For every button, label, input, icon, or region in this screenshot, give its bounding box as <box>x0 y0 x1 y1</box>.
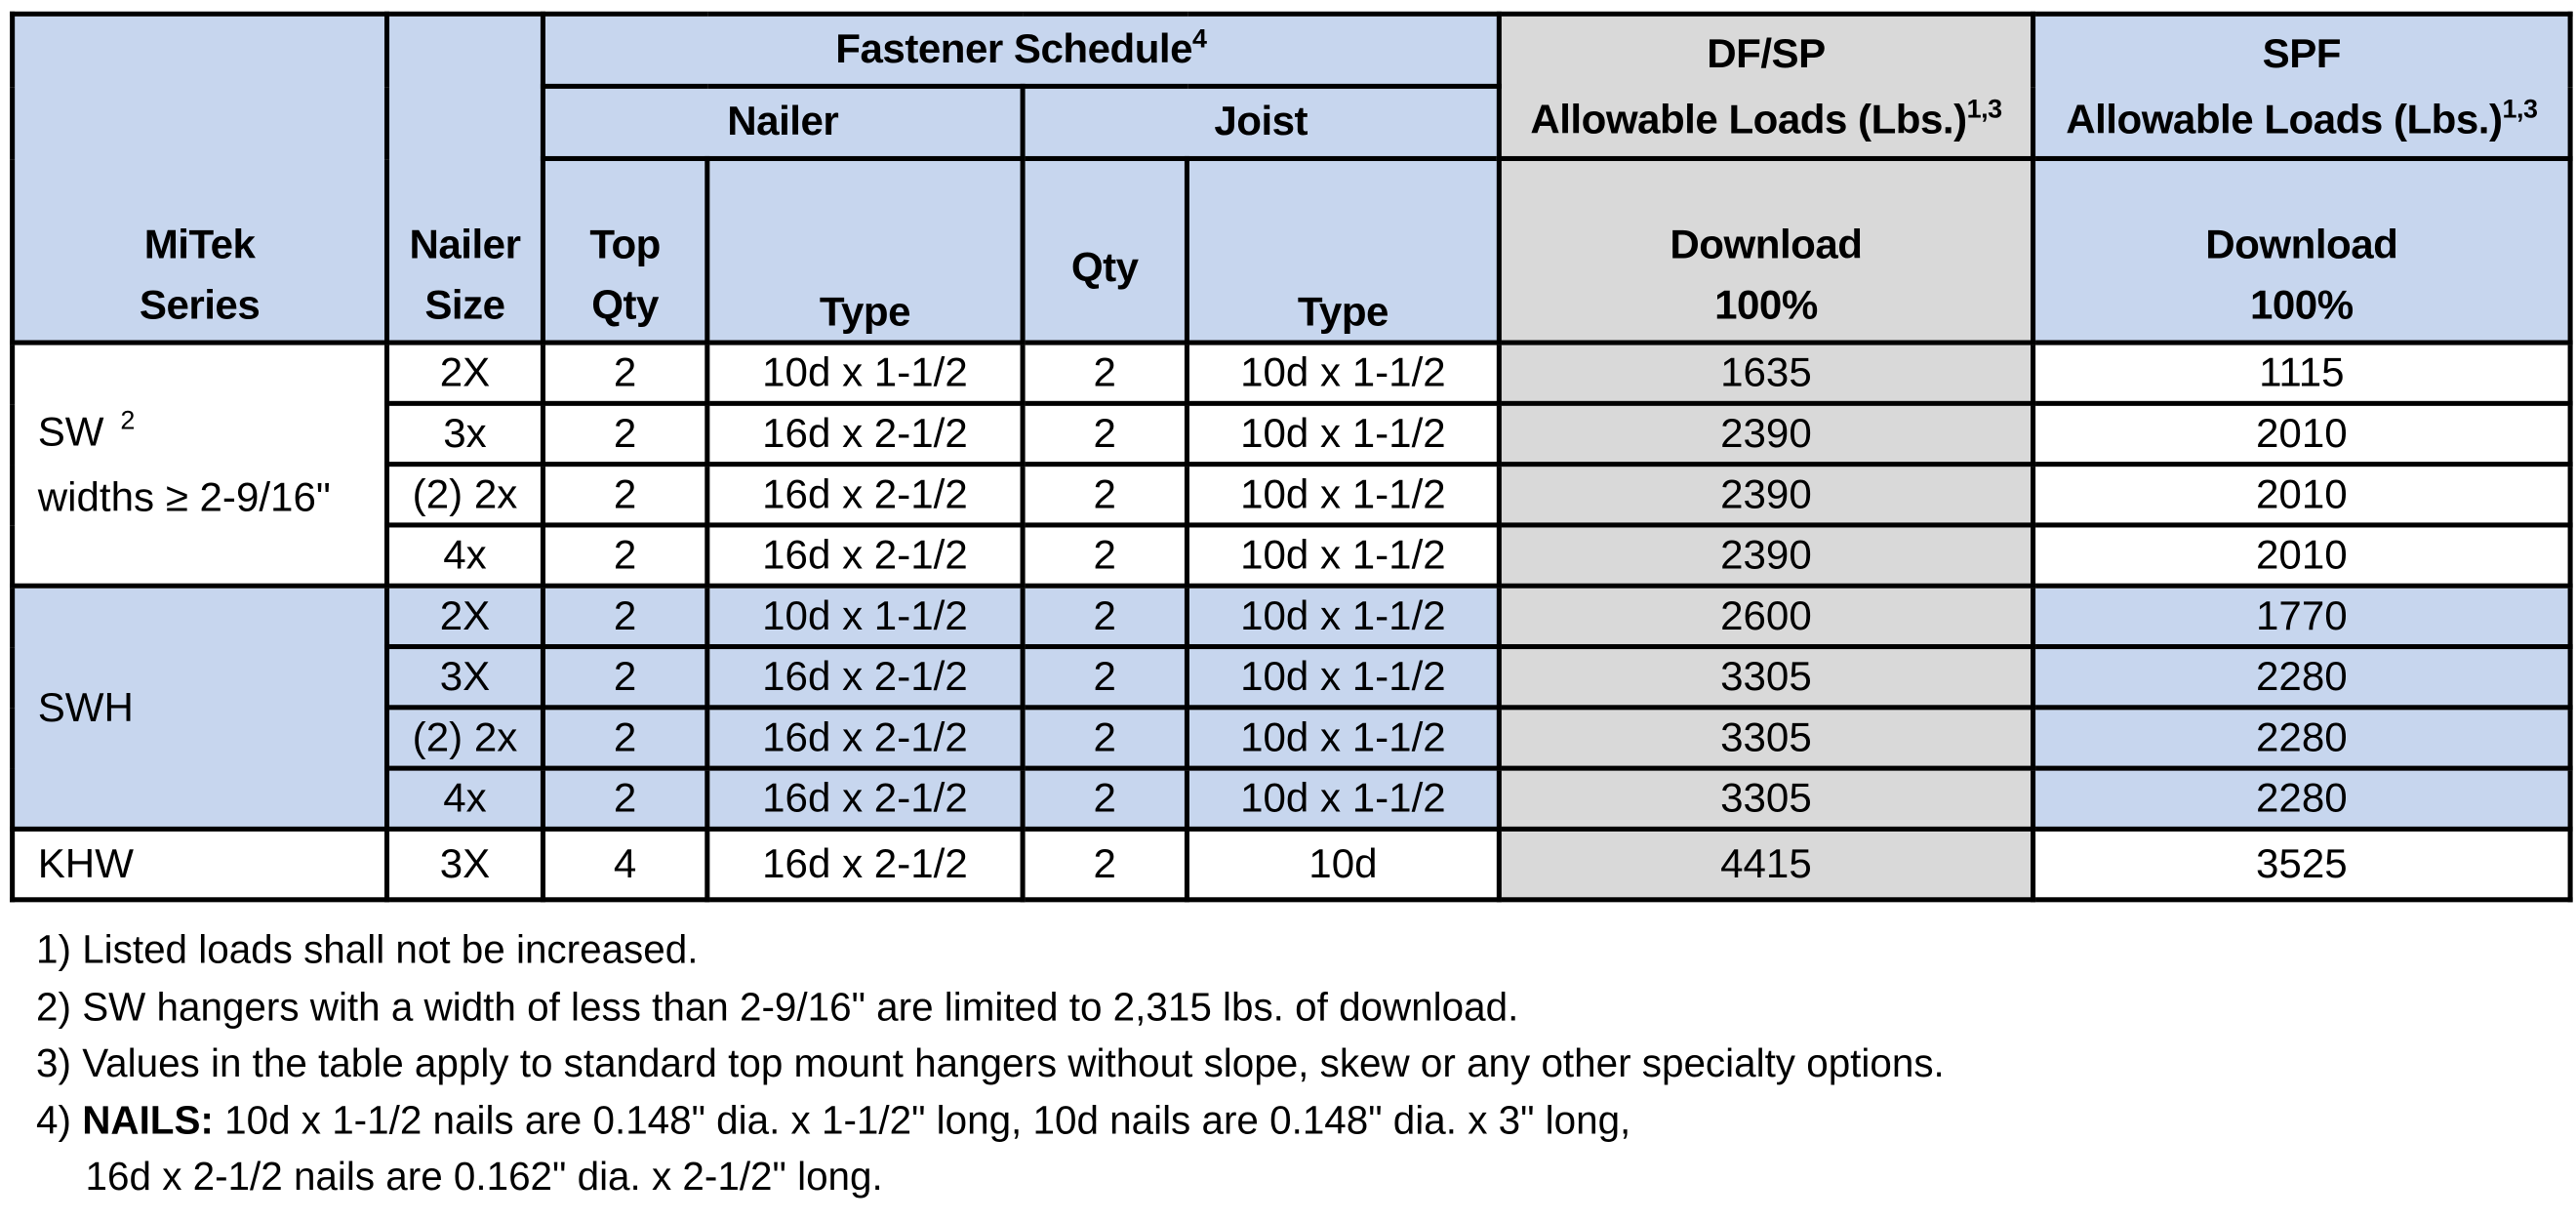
header-dfsp-line2 <box>1502 86 2031 151</box>
header-nailer-size <box>387 14 543 343</box>
footnote-4-bold: NAILS: <box>82 1098 214 1143</box>
table-row <box>13 525 2570 586</box>
cell-size: 3X <box>387 829 543 899</box>
header-dfsp-sup: 1,3 <box>1966 95 2002 124</box>
cell-joist-qty: 2 <box>1023 768 1187 829</box>
header-spf-line2 <box>2035 86 2568 151</box>
header-mitek-line2: Series <box>139 282 261 329</box>
cell-joist-qty: 2 <box>1023 525 1187 586</box>
header-top-qty-line2: Qty <box>591 282 659 329</box>
header-spf-loads <box>2033 14 2571 158</box>
cell-nailer-type: 16d x 2-1/2 <box>707 525 1023 586</box>
footnote-4-line2: 16d x 2-1/2 nails are 0.162" dia. x 2-1/2" long. <box>85 1155 883 1201</box>
cell-nailer-type: 16d x 2-1/2 <box>707 465 1023 525</box>
header-joist-type: Type <box>1187 158 1499 343</box>
table-row <box>13 647 2570 708</box>
cell-spf-load: 2010 <box>2033 525 2571 586</box>
header-joist-qty: Qty <box>1023 158 1187 343</box>
cell-joist-qty: 2 <box>1023 586 1187 646</box>
series-sw-label: SW <box>37 408 104 455</box>
cell-dfsp-load: 2600 <box>1499 586 2033 646</box>
header-spf-line1: SPF <box>2262 30 2341 77</box>
table-row <box>13 768 2570 829</box>
header-dfsp-download <box>1499 158 2033 343</box>
table-row <box>13 343 2570 403</box>
header-dfsp-loads <box>1499 14 2033 158</box>
cell-dfsp-load: 1635 <box>1499 343 2033 403</box>
cell-spf-load: 2280 <box>2033 768 2571 829</box>
series-sw-line2: widths ≥ 2-9/16" <box>37 473 331 520</box>
cell-spf-load: 3525 <box>2033 829 2571 899</box>
cell-spf-load: 2280 <box>2033 708 2571 768</box>
cell-joist-qty: 2 <box>1023 465 1187 525</box>
header-mitek-series <box>13 14 387 343</box>
cell-size: (2) 2x <box>387 465 543 525</box>
cell-spf-load: 1115 <box>2033 343 2571 403</box>
cell-joist-type: 10d x 1-1/2 <box>1187 465 1499 525</box>
cell-top-qty: 4 <box>543 829 706 899</box>
footnotes <box>36 923 1945 1206</box>
table-row <box>13 465 2570 525</box>
cell-dfsp-load: 2390 <box>1499 525 2033 586</box>
table-row <box>13 708 2570 768</box>
fastener-schedule-table <box>10 12 2573 903</box>
footnote-2: 2) SW hangers with a width of less than 2-9/16" are limited to 2,315 lbs. of download. <box>36 985 1519 1030</box>
header-nailer-type: Type <box>707 158 1023 343</box>
table-row <box>13 586 2570 646</box>
footnote-1: 1) Listed loads shall not be increased. <box>36 928 699 973</box>
header-dfsp-line2-text: Allowable Loads (Lbs.) <box>1530 96 1967 142</box>
cell-dfsp-load: 4415 <box>1499 829 2033 899</box>
series-sw-line1 <box>38 398 384 464</box>
cell-size: (2) 2x <box>387 708 543 768</box>
cell-top-qty: 2 <box>543 586 706 646</box>
cell-joist-type: 10d <box>1187 829 1499 899</box>
header-mitek-line1: MiTek <box>143 222 256 268</box>
cell-joist-type: 10d x 1-1/2 <box>1187 586 1499 646</box>
cell-joist-type: 10d x 1-1/2 <box>1187 647 1499 708</box>
header-joist: Joist <box>1023 86 1499 158</box>
header-nailer-size-line2: Size <box>424 282 505 329</box>
cell-dfsp-load: 2390 <box>1499 465 2033 525</box>
cell-size: 4x <box>387 525 543 586</box>
cell-joist-type: 10d x 1-1/2 <box>1187 768 1499 829</box>
cell-joist-type: 10d x 1-1/2 <box>1187 403 1499 464</box>
cell-dfsp-load: 2390 <box>1499 403 2033 464</box>
cell-dfsp-load: 3305 <box>1499 768 2033 829</box>
header-spf-line2-text: Allowable Loads (Lbs.) <box>2066 96 2503 142</box>
cell-top-qty: 2 <box>543 647 706 708</box>
series-sw <box>13 343 387 586</box>
header-nailer-size-line1: Nailer <box>409 222 521 268</box>
cell-joist-qty: 2 <box>1023 403 1187 464</box>
cell-dfsp-load: 3305 <box>1499 647 2033 708</box>
series-sw-sup: 2 <box>120 407 136 436</box>
cell-joist-qty: 2 <box>1023 647 1187 708</box>
cell-nailer-type: 10d x 1-1/2 <box>707 343 1023 403</box>
cell-top-qty: 2 <box>543 343 706 403</box>
cell-nailer-type: 16d x 2-1/2 <box>707 647 1023 708</box>
series-swh: SWH <box>13 586 387 829</box>
cell-joist-type: 10d x 1-1/2 <box>1187 343 1499 403</box>
cell-size: 2X <box>387 343 543 403</box>
series-khw: KHW <box>13 829 387 899</box>
header-top-qty <box>543 158 706 343</box>
header-nailer: Nailer <box>543 86 1023 158</box>
cell-joist-qty: 2 <box>1023 708 1187 768</box>
cell-joist-qty: 2 <box>1023 343 1187 403</box>
header-spf-sup: 1,3 <box>2502 95 2538 124</box>
cell-size: 3X <box>387 647 543 708</box>
header-dfsp-download-line2: 100% <box>1714 282 1818 329</box>
table-row <box>13 829 2570 899</box>
header-spf-download <box>2033 158 2571 343</box>
cell-dfsp-load: 3305 <box>1499 708 2033 768</box>
header-fastener-schedule-text: Fastener Schedule <box>835 25 1193 73</box>
cell-top-qty: 2 <box>543 465 706 525</box>
cell-nailer-type: 16d x 2-1/2 <box>707 403 1023 464</box>
cell-nailer-type: 16d x 2-1/2 <box>707 708 1023 768</box>
header-dfsp-download-line1: Download <box>1670 222 1863 268</box>
header-fastener-schedule <box>543 14 1499 86</box>
cell-top-qty: 2 <box>543 768 706 829</box>
cell-spf-load: 1770 <box>2033 586 2571 646</box>
cell-joist-qty: 2 <box>1023 829 1187 899</box>
cell-spf-load: 2010 <box>2033 465 2571 525</box>
cell-spf-load: 2280 <box>2033 647 2571 708</box>
cell-nailer-type: 10d x 1-1/2 <box>707 586 1023 646</box>
footnote-4-rest: 10d x 1-1/2 nails are 0.148" dia. x 1-1/2" long, 10d nails are 0.148" dia. x 3" long, <box>213 1098 1631 1143</box>
cell-top-qty: 2 <box>543 403 706 464</box>
footnote-4-prefix: 4) <box>36 1098 83 1143</box>
cell-top-qty: 2 <box>543 525 706 586</box>
table-row <box>13 403 2570 464</box>
header-spf-download-line1: Download <box>2205 222 2398 268</box>
cell-nailer-type: 16d x 2-1/2 <box>707 768 1023 829</box>
cell-spf-load: 2010 <box>2033 403 2571 464</box>
header-fastener-sup: 4 <box>1192 25 1207 55</box>
header-spf-download-line2: 100% <box>2249 282 2354 329</box>
cell-size: 2X <box>387 586 543 646</box>
cell-size: 4x <box>387 768 543 829</box>
cell-nailer-type: 16d x 2-1/2 <box>707 829 1023 899</box>
footnote-3: 3) Values in the table apply to standard top mount hangers without slope, skew or any other specialty options. <box>36 1041 1945 1086</box>
cell-size: 3x <box>387 403 543 464</box>
cell-joist-type: 10d x 1-1/2 <box>1187 708 1499 768</box>
cell-joist-type: 10d x 1-1/2 <box>1187 525 1499 586</box>
cell-top-qty: 2 <box>543 708 706 768</box>
header-top-qty-line1: Top <box>589 222 661 268</box>
footnote-4 <box>36 1093 1945 1150</box>
header-dfsp-line1: DF/SP <box>1707 30 1826 77</box>
